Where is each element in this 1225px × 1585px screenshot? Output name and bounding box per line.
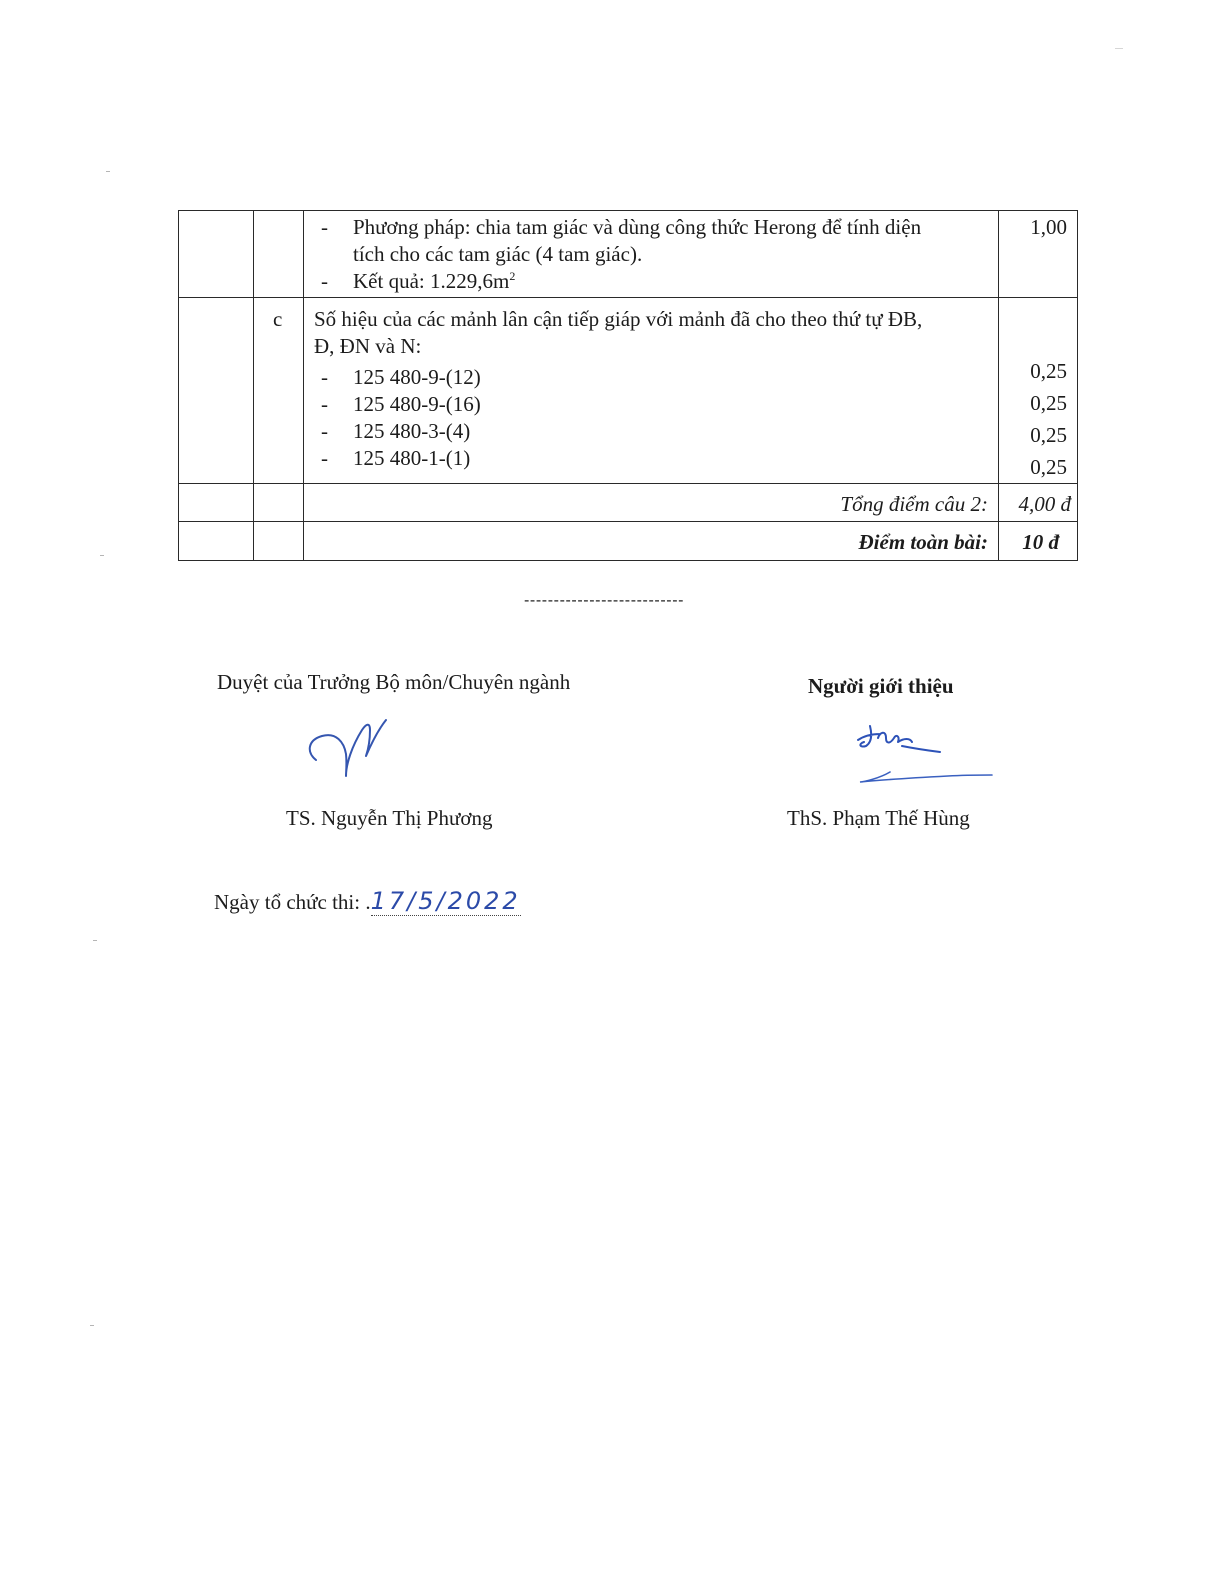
table-cell-content bbox=[304, 484, 999, 521]
approver-name: TS. Nguyễn Thị Phương bbox=[286, 806, 493, 830]
scan-speck bbox=[106, 171, 110, 172]
bullet-dash: - bbox=[321, 365, 328, 389]
table-cell-score bbox=[999, 522, 1077, 560]
scan-speck bbox=[100, 555, 104, 556]
bullet-dash: - bbox=[321, 269, 328, 293]
score-value: 0,25 bbox=[1030, 391, 1067, 415]
table-cell-score bbox=[999, 484, 1077, 521]
neighbour-sheet: 125 480-1-(1) bbox=[353, 446, 471, 470]
method-line-2: tích cho các tam giác (4 tam giác). bbox=[353, 242, 643, 266]
presenter-name: ThS. Phạm Thế Hùng bbox=[787, 806, 970, 830]
table-cell-empty bbox=[179, 522, 254, 560]
table-cell-empty bbox=[254, 211, 304, 297]
scan-speck bbox=[93, 940, 97, 941]
exam-date-line bbox=[214, 887, 521, 915]
table-cell-score bbox=[999, 211, 1077, 297]
total-label: Điểm toàn bài: bbox=[858, 530, 988, 554]
table-cell-empty bbox=[254, 484, 304, 521]
score-value: 0,25 bbox=[1030, 455, 1067, 479]
table-row-subtotal bbox=[178, 484, 1078, 522]
table-cell-empty bbox=[179, 484, 254, 521]
bullet-dash: - bbox=[321, 419, 328, 443]
exam-date-label: Ngày tổ chức thi: bbox=[214, 890, 366, 914]
score-value: 0,25 bbox=[1030, 359, 1067, 383]
item-label: c bbox=[273, 307, 283, 331]
neighbour-sheet: 125 480-3-(4) bbox=[353, 419, 471, 443]
table-cell-content bbox=[304, 211, 999, 297]
score-value: 1,00 bbox=[1030, 215, 1067, 239]
table-cell-empty bbox=[254, 522, 304, 560]
table-cell-content bbox=[304, 298, 999, 483]
table-row-neighbours bbox=[178, 298, 1078, 484]
presenter-signature-icon bbox=[850, 716, 1000, 794]
presenter-title: Người giới thiệu bbox=[808, 674, 954, 698]
scan-speck bbox=[1115, 48, 1123, 49]
total-value: 10 đ bbox=[1022, 530, 1059, 554]
exam-date-dots: . bbox=[365, 890, 371, 914]
table-cell-label bbox=[254, 298, 304, 483]
bullet-dash: - bbox=[321, 215, 328, 239]
table-cell-score bbox=[999, 298, 1077, 483]
scan-speck bbox=[90, 1325, 94, 1326]
result-text: Kết quả: 1.229,6m bbox=[353, 269, 510, 293]
table-cell-content bbox=[304, 522, 999, 560]
approver-signature-icon bbox=[300, 712, 395, 780]
section-separator: --------------------------- bbox=[524, 592, 685, 609]
approver-title: Duyệt của Trưởng Bộ môn/Chuyên ngành bbox=[217, 670, 571, 694]
table-row-method bbox=[178, 210, 1078, 298]
subtotal-label: Tổng điểm câu 2: bbox=[840, 492, 988, 516]
neighbours-intro-line-2: Đ, ĐN và N: bbox=[314, 334, 422, 358]
bullet-dash: - bbox=[321, 446, 328, 470]
bullet-dash: - bbox=[321, 392, 328, 416]
table-cell-empty bbox=[179, 211, 254, 297]
exam-date-handwritten: 17/5/2022 bbox=[370, 887, 521, 915]
score-value: 0,25 bbox=[1030, 423, 1067, 447]
method-line-1: Phương pháp: chia tam giác và dùng công thức Herong để tính diện bbox=[353, 215, 922, 239]
result-superscript: 2 bbox=[509, 269, 516, 283]
neighbours-intro-line-1: Số hiệu của các mảnh lân cận tiếp giáp với mảnh đã cho theo thứ tự ĐB, bbox=[314, 307, 923, 331]
subtotal-value: 4,00 đ bbox=[1018, 492, 1071, 516]
table-cell-empty bbox=[179, 298, 254, 483]
neighbour-sheet: 125 480-9-(12) bbox=[353, 365, 481, 389]
neighbour-sheet: 125 480-9-(16) bbox=[353, 392, 481, 416]
table-row-total bbox=[178, 522, 1078, 561]
result-line bbox=[353, 268, 515, 295]
